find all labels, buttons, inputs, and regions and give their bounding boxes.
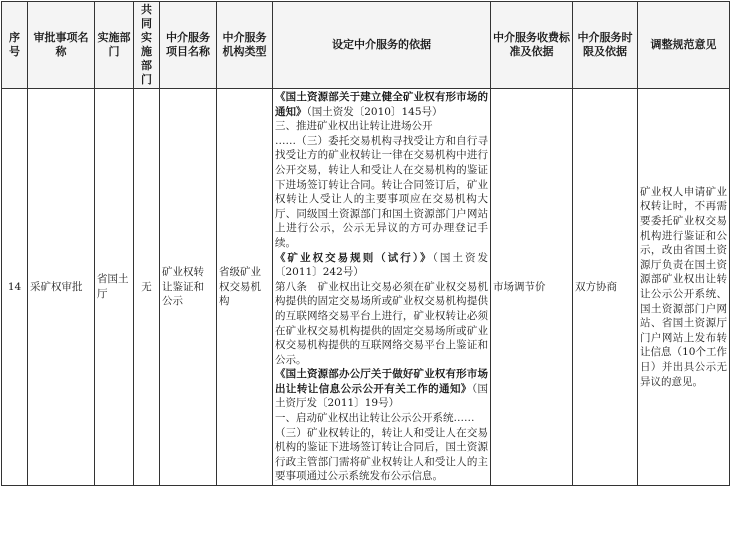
basis-doc-ref-3: （国土资厅发〔2011〕19号） xyxy=(275,382,489,410)
basis-paragraph-1 xyxy=(275,90,488,119)
basis-doc-ref-1: （国土资发〔2010〕145号） xyxy=(306,105,443,118)
header-seq: 序号 xyxy=(2,2,28,89)
header-dept: 实施部门 xyxy=(95,2,134,89)
basis-paragraph-6 xyxy=(275,367,488,411)
table-row xyxy=(2,89,730,486)
cell-fee: 市场调节价 xyxy=(491,89,573,486)
cell-time: 双方协商 xyxy=(573,89,638,486)
cell-basis xyxy=(273,89,491,486)
basis-doc-title-1: 《国土资源部关于建立健全矿业权有形市场的通知》 xyxy=(275,91,488,118)
basis-doc-title-3: 《国土资源部办公厅关于做好矿业权有形市场出让转让信息公示公开有关工作的通知》 xyxy=(275,368,488,395)
basis-doc-title-2: 《矿业权交易规则（试行）》 xyxy=(275,251,433,264)
header-fee: 中介服务收费标准及依据 xyxy=(491,2,573,89)
header-time: 中介服务时限及依据 xyxy=(573,2,638,89)
header-service-name: 中介服务项目名称 xyxy=(160,2,217,89)
basis-doc-ref-2: （国土资发〔2011〕242号） xyxy=(275,251,489,279)
intermediary-service-table xyxy=(1,1,730,486)
basis-paragraph-2: 三、推进矿业权出让转让进场公开 xyxy=(275,120,433,133)
header-opinion: 调整规范意见 xyxy=(638,2,730,89)
cell-dept: 省国土厅 xyxy=(95,89,134,486)
basis-paragraph-7: 一、启动矿业权出让转让公示公开系统…… xyxy=(275,412,475,425)
header-basis: 设定中介服务的依据 xyxy=(273,2,491,89)
header-item: 审批事项名称 xyxy=(28,2,95,89)
basis-paragraph-8: （三）矿业权转让的，转让人和受让人在交易机构的鉴证下进场签订转让合同后，国土资源行政主管部门需将矿业权转让人和受让人的主要事项通过公示系统发布公示信息。 xyxy=(275,426,488,483)
basis-paragraph-5: 第八条 矿业权出让交易必须在矿业权交易机构提供的固定交易场所或矿业权交易机构提供的互联网络交易平台上进行，矿业权转让必须在矿业权交易机构提供的固定交易场所或矿业权交易机构提供的互联网络交易平台上鉴证和公示。 xyxy=(275,280,488,366)
cell-seq: 14 xyxy=(2,89,28,486)
header-co-dept: 共同实施部门 xyxy=(134,2,160,89)
basis-paragraph-3: ……（三）委托交易机构寻找受让方和自行寻找受让方的矿业权转让一律在交易机构中进行公开交易，转让人和受让人在交易机构的鉴证下进场签订转让合同。转让合同签订后，矿业权转让人受让人的主要事项应在交易机构大厅、同级国土资源部门和国土资源部门户网站上进行公示，公示无异议的方可办理登记手续。 xyxy=(275,134,488,249)
header-row xyxy=(2,2,730,89)
cell-opinion: 矿业权人申请矿业权转让时，不再需要委托矿业权交易机构进行鉴证和公示，改由省国土资源厅负责在国土资源部矿业权出让转让公示公开系统、国土资源部门户网站、省国土资源厅门户网站上发布转让信息（10个工作日）并出具公示无异议的意见。 xyxy=(638,89,730,486)
cell-co-dept: 无 xyxy=(134,89,160,486)
cell-item: 采矿权审批 xyxy=(28,89,95,486)
cell-service-name: 矿业权转让鉴证和公示 xyxy=(160,89,217,486)
basis-paragraph-4 xyxy=(275,251,488,280)
header-agency-type: 中介服务机构类型 xyxy=(217,2,273,89)
cell-agency-type: 省级矿业权交易机构 xyxy=(217,89,273,486)
